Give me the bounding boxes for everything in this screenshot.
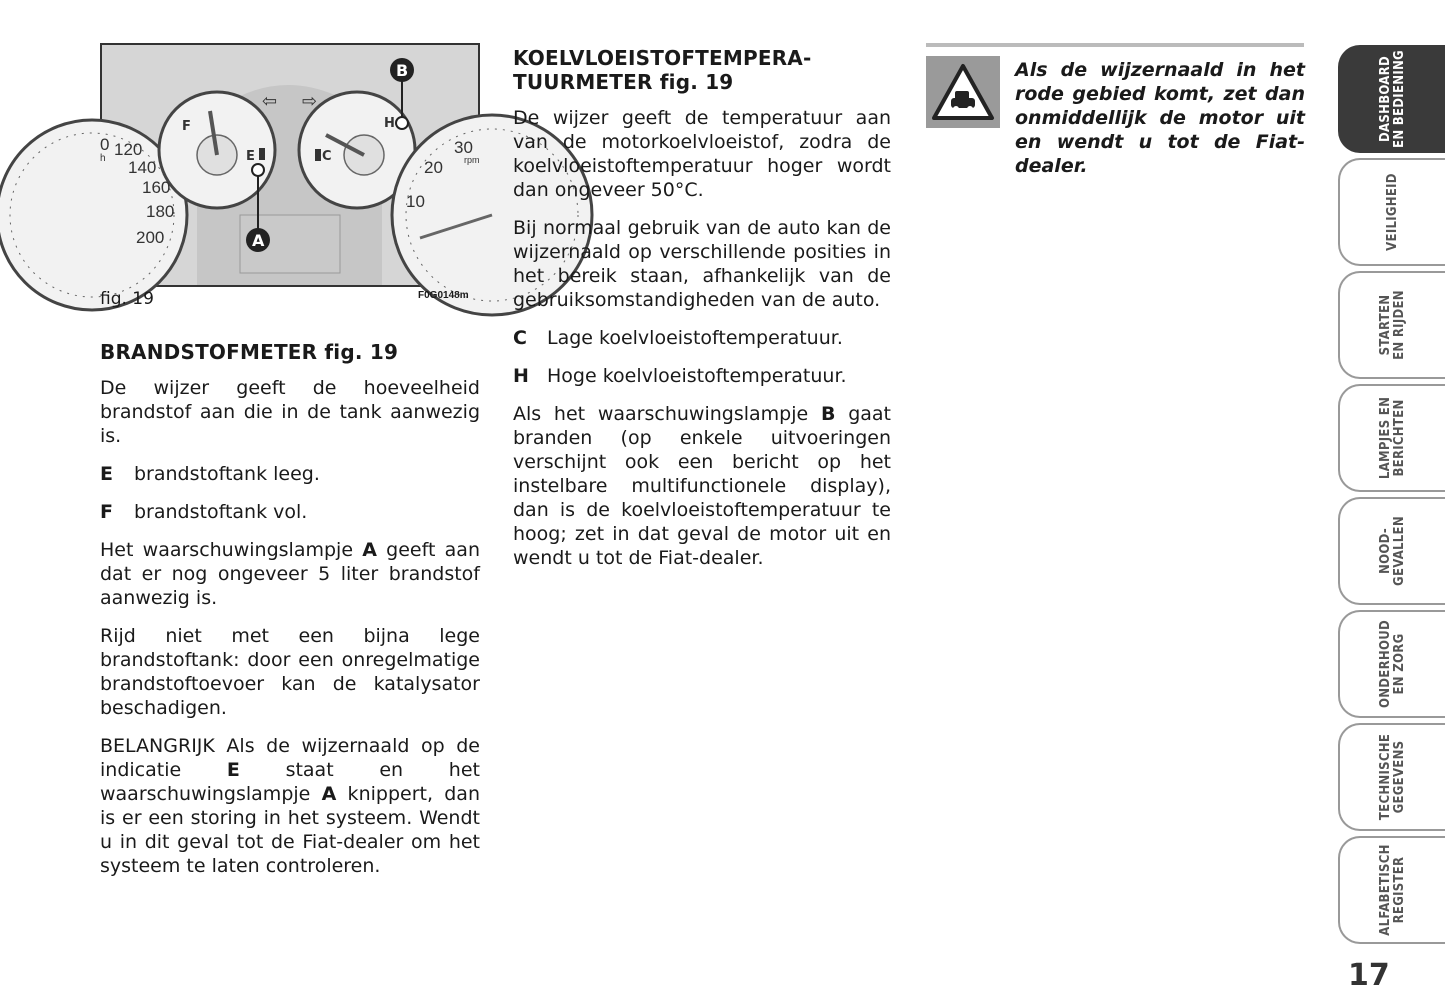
item-text: Lage koelvloeistoftemperatuur. <box>547 327 843 349</box>
speed-unit: h <box>100 153 106 164</box>
temp-hot-label: H <box>384 116 395 131</box>
tab-starten[interactable] <box>1338 271 1445 379</box>
text-run: knippert, dan is er een storing in het systeem. Wendt u in dit geval tot de Fiat-dealer om het systeem te laten controleren. <box>100 783 480 877</box>
item-key: F <box>100 501 113 523</box>
item-text: brandstoftank vol. <box>134 501 308 523</box>
tab-dashboard[interactable] <box>1338 45 1445 153</box>
list-item <box>100 462 480 486</box>
warning-triangle-icon <box>926 56 1000 128</box>
key-a: A <box>362 539 377 561</box>
dashboard-figure <box>100 43 480 287</box>
list-item <box>513 326 891 350</box>
temp-cold-label: C <box>322 149 332 164</box>
rpm-tick: 20 <box>424 158 443 177</box>
item-text: Hoge koelvloeistoftemperatuur. <box>547 365 847 387</box>
tab-label: VEILIGHEID <box>1384 173 1400 251</box>
tab-register[interactable] <box>1338 836 1445 944</box>
tab-label: DASHBOARD EN BEDIENING <box>1377 50 1407 148</box>
heading-line: KOELVLOEISTOFTEMPERA- <box>513 46 812 70</box>
list-item <box>100 500 480 524</box>
item-key: E <box>100 463 113 485</box>
text-run: gaat branden (op enkele uitvoeringen verschijnt ook een bericht op het instelbare multifunctionele display), dan is de koelvloeistoftemperatuur te hoog; zet in dat geval de motor uit en wendt u tot de Fiat-dealer. <box>513 403 891 569</box>
warning-lamp-a-paragraph <box>100 538 480 610</box>
coolant-gauge-heading <box>513 46 891 94</box>
rpm-tick: 30 <box>454 138 473 157</box>
tab-technische[interactable] <box>1338 723 1445 831</box>
key-e: E <box>226 759 240 781</box>
marker-b: B <box>396 61 409 80</box>
item-text: brandstoftank leeg. <box>134 463 320 485</box>
coolant-gauge-section <box>513 46 891 584</box>
tab-noodgevallen[interactable] <box>1338 497 1445 605</box>
warning-lamp-b-paragraph <box>513 402 891 570</box>
key-b: B <box>820 403 836 425</box>
item-key: H <box>513 365 529 387</box>
fuel-gauge-intro: De wijzer geeft de hoeveelheid brandstof aan die in de tank aanwezig is. <box>100 377 480 447</box>
tab-veiligheid[interactable] <box>1338 158 1445 266</box>
speed-tick: 160 <box>142 178 171 197</box>
warning-text: Als de wijzernaald in het rode gebied komt, zet dan onmiddellijk de motor uit en wendt u tot de Fiat-dealer. <box>1015 59 1305 177</box>
text-run: BELANGRIJK Als de wijzernaald op de indicatie <box>100 735 480 781</box>
figure-code: F0G0148m <box>418 290 469 301</box>
text-run: staat en het waarschuwingslampje <box>100 759 480 805</box>
tab-label: ALFABETISCH REGISTER <box>1377 844 1407 936</box>
speed-tick: 120 <box>114 140 143 159</box>
heading-line: TUURMETER fig. 19 <box>513 70 734 94</box>
fuel-gauge-section <box>100 340 480 892</box>
tab-onderhoud[interactable] <box>1338 610 1445 718</box>
tab-label: LAMPJES EN BERICHTEN <box>1377 396 1407 480</box>
text-run: geeft aan dat er nog ongeveer 5 liter brandstof aanwezig is. <box>100 539 480 609</box>
fuel-gauge-heading: BRANDSTOFMETER fig. 19 <box>100 340 399 364</box>
tab-lampjes[interactable] <box>1338 384 1445 492</box>
tab-label: STARTEN EN RIJDEN <box>1377 290 1407 360</box>
figure-caption: fig. 19 <box>100 289 154 309</box>
text-run: Als het waarschuwingslampje <box>513 403 821 425</box>
important-paragraph <box>100 734 480 878</box>
instrument-cluster-illustration <box>102 45 478 285</box>
speed-tick: 0 <box>100 135 110 154</box>
svg-text:⇦: ⇦ <box>262 91 278 112</box>
text-run: Het waarschuwingslampje <box>100 539 363 561</box>
page-number: 17 <box>1348 958 1390 993</box>
tab-label: ONDERHOUD EN ZORG <box>1377 619 1407 709</box>
item-key: C <box>513 327 527 349</box>
catalyst-paragraph: Rijd niet met een bijna lege brandstoftank: door een onregelmatige brandstoftoevoer kan de katalysator beschadigen. <box>100 625 480 719</box>
tab-label: NOOD- GEVALLEN <box>1377 516 1407 586</box>
key-a: A <box>321 783 337 805</box>
marker-a: A <box>252 231 265 250</box>
warning-divider <box>926 43 1304 47</box>
list-item <box>513 364 891 388</box>
fuel-empty-label: E <box>246 149 255 164</box>
coolant-normal-use: Bij normaal gebruik van de auto kan de wijzernaald op verschillende posities in het bereik staan, afhankelijk van de gebruiksomstandigheden van de auto. <box>513 217 891 311</box>
tab-label: TECHNISCHE GEGEVENS <box>1377 733 1407 821</box>
fuel-full-label: F <box>182 119 191 134</box>
speed-tick: 200 <box>136 228 165 247</box>
rpm-unit: rpm <box>464 155 480 165</box>
rpm-tick: 10 <box>406 192 425 211</box>
speed-tick: 180 <box>146 202 175 221</box>
speed-tick: 140 <box>128 158 157 177</box>
coolant-intro: De wijzer geeft de temperatuur aan van de motorkoelvloeistof, zodra de koelvloeistoftemperatuur hoger wordt dan ongeveer 50°C. <box>513 107 891 201</box>
svg-text:⇨: ⇨ <box>302 91 318 112</box>
